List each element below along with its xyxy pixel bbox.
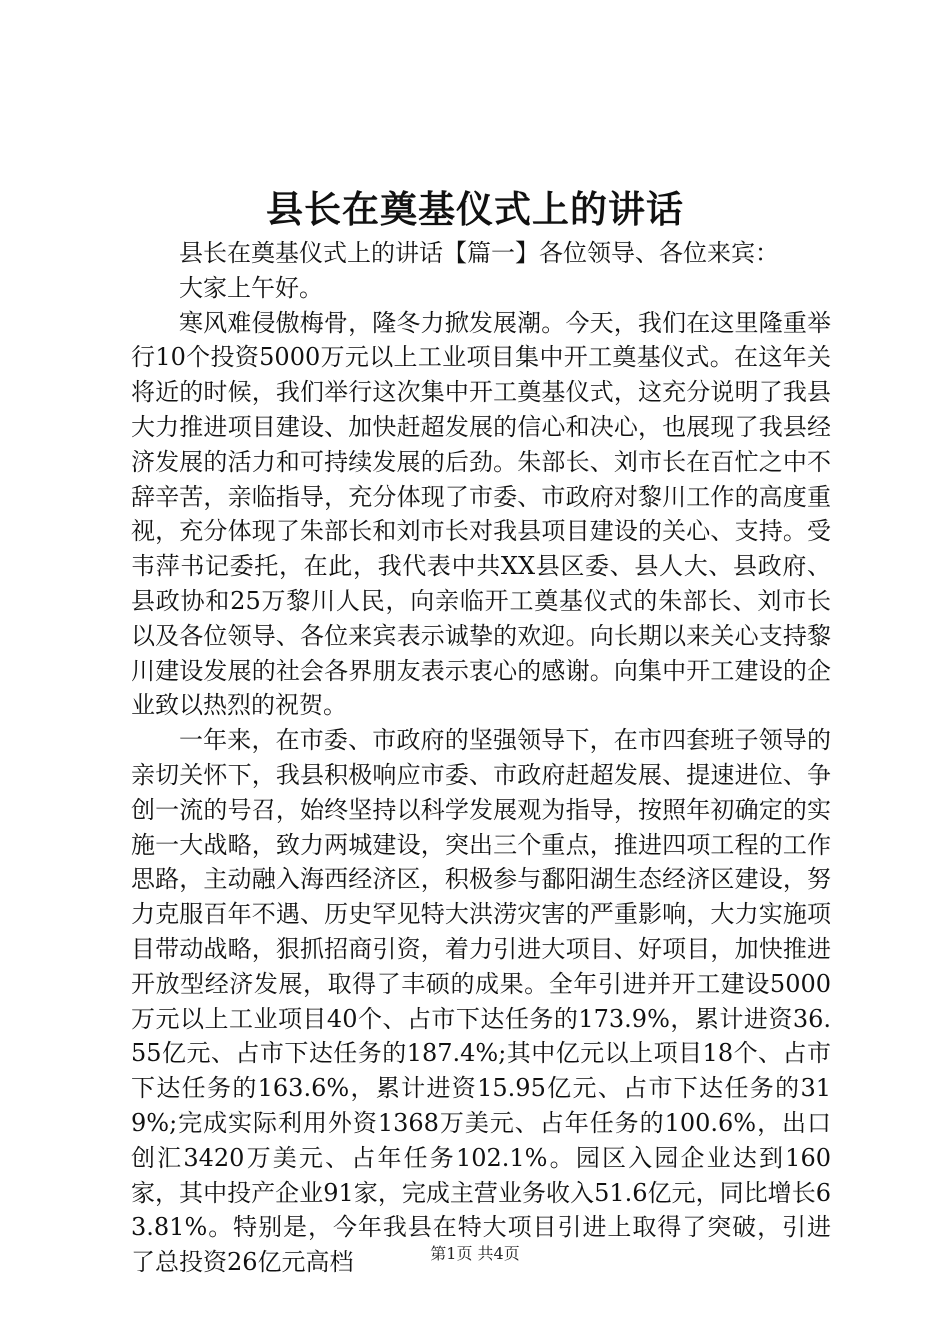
paragraph-heading-line: 县长在奠基仪式上的讲话【篇一】各位领导、各位来宾：: [179, 239, 779, 267]
paragraph-opening: 寒风难侵傲梅骨，隆冬力掀发展潮。今天，我们在这里隆重举行10个投资5000万元以上工业项目集中开工奠基仪式。在这年关将近的时候，我们举行这次集中开工奠基仪式，这充分说明了我县大力推进项目建设、加快赶超发展的信心和决心，也展现了我县经济发展的活力和可持续发展的后劲。朱部长、刘市长在百忙之中不辞辛苦，亲临指导，充分体现了市委、市政府对黎川工作的高度重视，充分体现了朱部长和刘市长对我县项目建设的关心、支持。受韦萍书记委托，在此，我代表中共XX县区委、县人大、县政府、县政协和25万黎川人民，向亲临开工奠基仪式的朱部长、刘市长以及各位领导、各位来宾表示诚挚的欢迎。向长期以来关心支持黎川建设发展的社会各界朋友表示衷心的感谢。向集中开工建设的企业致以热烈的祝贺。: [131, 308, 831, 720]
paragraph-greeting: 大家上午好。: [179, 273, 323, 302]
paragraph-achievements: 一年来，在市委、市政府的坚强领导下，在市四套班子领导的亲切关怀下，我县积极响应市委、市政府赶超发展、提速进位、争创一流的号召，始终坚持以科学发展观为指导，按照年初确定的实施一大战略，致力两城建设，突出三个重点，推进四项工程的工作思路，主动融入海西经济区，积极参与鄱阳湖生态经济区建设，努力克服百年不遇、历史罕见特大洪涝灾害的严重影响，大力实施项目带动战略，狠抓招商引资，着力引进大项目、好项目，加快推进开放型经济发展，取得了丰硕的成果。全年引进并开工建设5000万元以上工业项目40个、占市下达任务的173.9%，累计进资36.55亿元、占市下达任务的187.4%;其中亿元以上项目18个、占市下达任务的163.6%，累计进资15.95亿元、占市下达任务的319%;完成实际利用外资1368万美元、占年任务的100.6%，出口创汇3420万美元、占年任务102.1%。园区入园企业达到160家，其中投产企业91家，完成主营业务收入51.6亿元，同比增长63.81%。特别是，今年我县在特大项目引进上取得了突破，引进了总投资26亿元高档: [131, 726, 831, 1277]
document-title: 县长在奠基仪式上的讲话: [266, 187, 684, 231]
page-footer: 第1页 共4页: [430, 1244, 520, 1263]
document-body: [131, 236, 831, 1280]
